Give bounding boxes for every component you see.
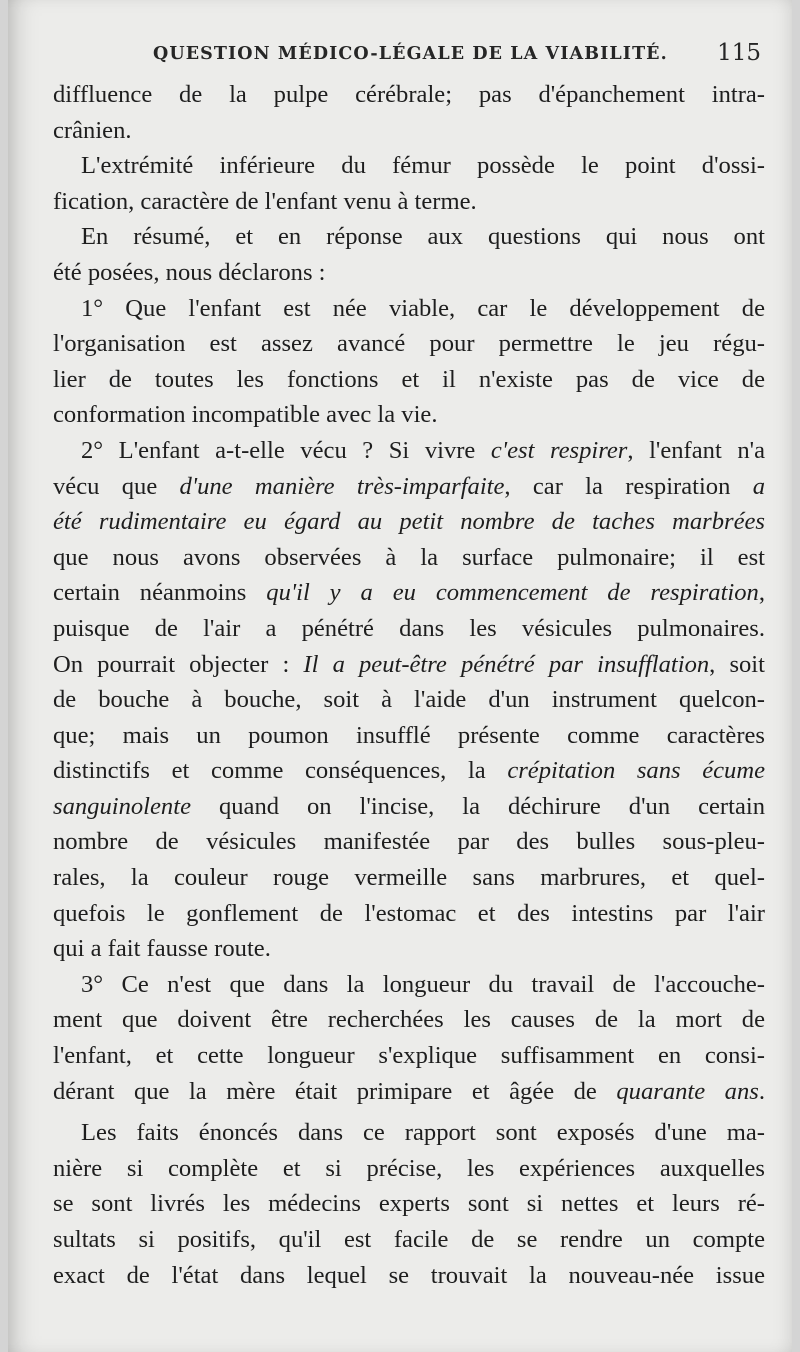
line-text: , car la respiration — [504, 472, 753, 500]
italic-text: Il a peut-être pénétré par insufflation — [303, 650, 710, 678]
line-text: certain néanmoins — [53, 579, 267, 607]
line-text: que nous avons observées à la surface pulmonaire; il est — [53, 543, 765, 571]
line-text: été posées, nous déclarons : — [53, 258, 326, 286]
text-line — [53, 540, 765, 576]
text-line — [53, 469, 765, 505]
text-line — [53, 1038, 765, 1074]
text-line — [53, 1002, 765, 1038]
italic-text: quarante ans — [616, 1077, 759, 1105]
italic-text: été rudimentaire eu égard au petit nombre de taches marbrées — [53, 508, 765, 536]
line-text: dérant que la mère était primipare et âgée de — [53, 1077, 617, 1105]
italic-text: crépitation sans écume — [507, 757, 765, 785]
line-text: que; mais un poumon insufflé présente comme caractères — [53, 721, 765, 749]
line-text: quand on l'incise, la déchirure d'un certain — [190, 792, 765, 820]
line-text: Les faits énoncés dans ce rapport sont exposés d'une ma- — [81, 1119, 765, 1147]
line-text: se sont livrés les médecins experts sont si nettes et leurs ré- — [53, 1190, 765, 1218]
text-line — [53, 397, 765, 433]
line-text: L'extrémité inférieure du fémur possède le point d'ossi- — [81, 152, 765, 180]
line-text: En résumé, et en réponse aux questions qui nous ont — [81, 223, 765, 251]
line-text: . — [758, 1077, 765, 1105]
running-title: QUESTION MÉDICO-LÉGALE DE LA VIABILITÉ. — [153, 44, 668, 64]
line-text: ment que doivent être recherchées les causes de la mort de — [53, 1006, 765, 1034]
line-text: , soit — [709, 650, 765, 678]
text-line — [53, 1258, 765, 1294]
text-line — [53, 647, 765, 683]
line-text: crânien. — [53, 116, 132, 144]
text-line — [53, 931, 765, 967]
line-text: fication, caractère de l'enfant venu à terme. — [53, 187, 477, 215]
body-text — [53, 77, 765, 1293]
italic-text: d'une manière très-imparfaite — [179, 472, 505, 500]
text-line — [53, 362, 765, 398]
text-line — [53, 824, 765, 860]
text-line — [53, 1115, 765, 1151]
page-header — [153, 40, 761, 70]
line-text: lier de toutes les fonctions et il n'existe pas de vice de — [53, 365, 765, 393]
italic-text: sanguinolente — [53, 792, 191, 820]
line-text: , l'enfant n'a — [627, 436, 765, 464]
text-line — [53, 896, 765, 932]
text-line — [53, 184, 765, 220]
line-text: sultats si positifs, qu'il est facile de se rendre un compte — [53, 1226, 765, 1253]
page-number: 115 — [717, 40, 761, 66]
line-text: rales, la couleur rouge vermeille sans marbrures, et quel- — [53, 864, 765, 892]
book-page — [8, 0, 792, 1352]
line-text: exact de l'état dans lequel se trouvait la nouveau-née issue — [53, 1261, 765, 1289]
text-line — [53, 77, 765, 113]
line-text: vécu que — [53, 472, 180, 500]
line-text: qui a fait fausse route. — [53, 935, 271, 963]
italic-text: qu'il y a eu commencement de respiration — [266, 579, 759, 607]
text-line — [53, 326, 765, 362]
line-text: de bouche à bouche, soit à l'aide d'un instrument quelcon- — [53, 686, 765, 714]
text-line — [53, 789, 765, 825]
text-line — [53, 1222, 765, 1258]
italic-text: c'est respirer — [490, 436, 628, 464]
text-line — [53, 575, 765, 611]
text-line — [53, 433, 765, 469]
text-line — [53, 682, 765, 718]
line-text: diffluence de la pulpe cérébrale; pas d'épanchement intra- — [53, 81, 765, 108]
line-text: conformation incompatible avec la vie. — [53, 401, 438, 429]
line-text: nière si complète et si précise, les expériences auxquelles — [53, 1154, 765, 1182]
line-text: nombre de vésicules manifestée par des bulles sous-pleu- — [53, 828, 765, 856]
text-line — [53, 753, 765, 789]
line-text: 3° Ce n'est que dans la longueur du travail de l'accouche- — [81, 970, 765, 998]
line-text: 2° L'enfant a-t-elle vécu ? Si vivre — [81, 436, 491, 464]
text-line — [53, 967, 765, 1003]
text-line — [53, 219, 765, 255]
text-line — [53, 718, 765, 754]
text-line — [53, 148, 765, 184]
text-line — [53, 1151, 765, 1187]
line-text: 1° Que l'enfant est née viable, car le développement de — [81, 294, 765, 322]
line-text: distinctifs et comme conséquences, la — [53, 757, 508, 785]
line-text: puisque de l'air a pénétré dans les vésicules pulmonaires. — [53, 614, 765, 642]
line-text: l'enfant, et cette longueur s'explique suffisamment en consi- — [53, 1042, 765, 1070]
text-line — [53, 611, 765, 647]
text-line — [53, 1074, 765, 1110]
text-line — [53, 255, 765, 291]
text-line — [53, 113, 765, 149]
italic-text: a — [752, 472, 765, 500]
text-line — [53, 860, 765, 896]
line-text: l'organisation est assez avancé pour permettre le jeu régu- — [53, 330, 765, 358]
line-text: quefois le gonflement de l'estomac et des intestins par l'air — [53, 899, 765, 927]
text-line — [53, 1186, 765, 1222]
text-line — [53, 291, 765, 327]
line-text: On pourrait objecter : — [53, 650, 304, 678]
text-line — [53, 504, 765, 540]
line-text: , — [758, 579, 765, 607]
